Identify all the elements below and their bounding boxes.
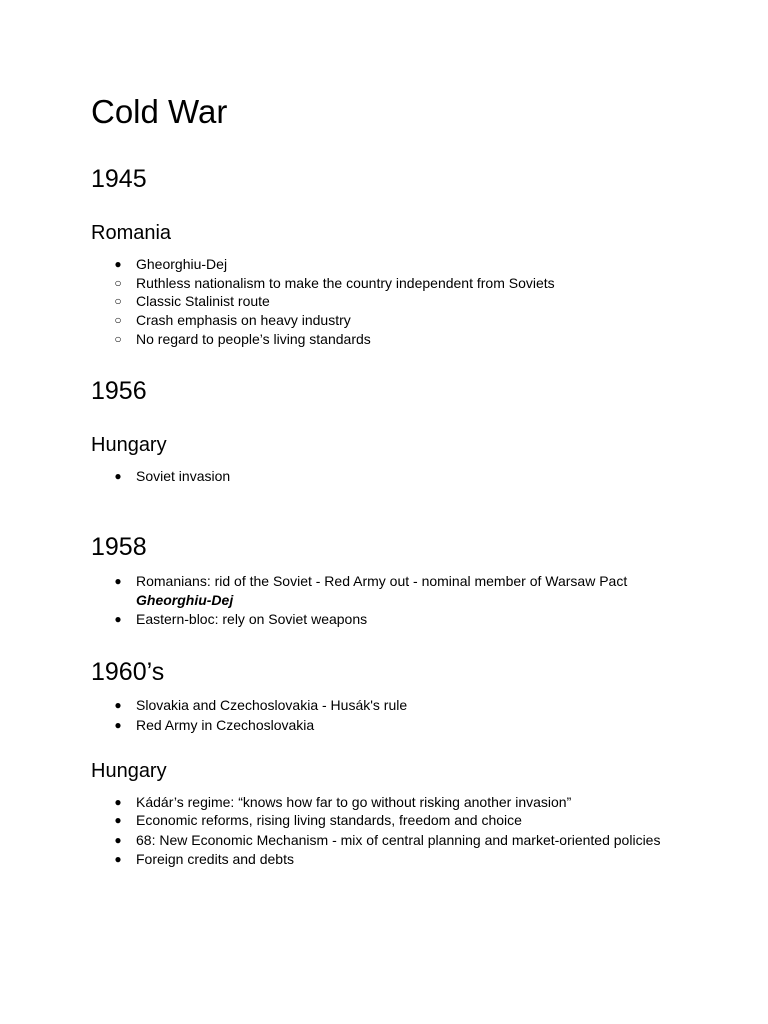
year-heading-1956: 1956 xyxy=(91,377,147,405)
bullet-filled: ● xyxy=(114,469,122,483)
list-item: Slovakia and Czechoslovakia - Husák's rule xyxy=(136,697,408,713)
list-item: Gheorghiu-Dej xyxy=(136,256,228,272)
bullet-hollow: ○ xyxy=(114,276,122,290)
list-item: Classic Stalinist route xyxy=(136,293,270,309)
list-item: Economic reforms, rising living standards, freedom and choice xyxy=(136,812,522,828)
subheading-hungary: Hungary xyxy=(91,434,167,456)
year-heading-1958: 1958 xyxy=(91,533,147,561)
bullet-filled: ● xyxy=(114,852,122,866)
list-item-continuation: Gheorghiu-Dej xyxy=(136,592,234,608)
document-title: Cold War xyxy=(91,93,228,130)
list-item: Red Army in Czechoslovakia xyxy=(136,717,315,733)
list-item: Kádár’s regime: “knows how far to go without risking another invasion” xyxy=(136,794,572,810)
subheading-romania: Romania xyxy=(91,222,172,244)
bullet-filled: ● xyxy=(114,795,122,809)
list-item: Romanians: rid of the Soviet - Red Army out - nominal member of Warsaw Pact xyxy=(136,573,628,589)
year-heading-1960s: 1960’s xyxy=(91,658,165,686)
list-item: Ruthless nationalism to make the country independent from Soviets xyxy=(136,275,555,291)
year-heading-1945: 1945 xyxy=(91,165,147,193)
list-item: Eastern-bloc: rely on Soviet weapons xyxy=(136,611,368,627)
bullet-filled: ● xyxy=(114,718,122,732)
list-item: Foreign credits and debts xyxy=(136,851,294,867)
list-item: Soviet invasion xyxy=(136,468,231,484)
bullet-filled: ● xyxy=(114,257,122,271)
list-item: Crash emphasis on heavy industry xyxy=(136,312,351,328)
bullet-filled: ● xyxy=(114,833,122,847)
bullet-hollow: ○ xyxy=(114,313,122,327)
list-item: No regard to people’s living standards xyxy=(136,331,371,347)
bullet-filled: ● xyxy=(114,813,122,827)
subheading-hungary: Hungary xyxy=(91,760,167,782)
list-item: 68: New Economic Mechanism - mix of central planning and market-oriented policies xyxy=(136,832,661,848)
bullet-filled: ● xyxy=(114,574,122,588)
bullet-filled: ● xyxy=(114,698,122,712)
bullet-hollow: ○ xyxy=(114,332,122,346)
bullet-filled: ● xyxy=(114,612,122,626)
bullet-hollow: ○ xyxy=(114,294,122,308)
